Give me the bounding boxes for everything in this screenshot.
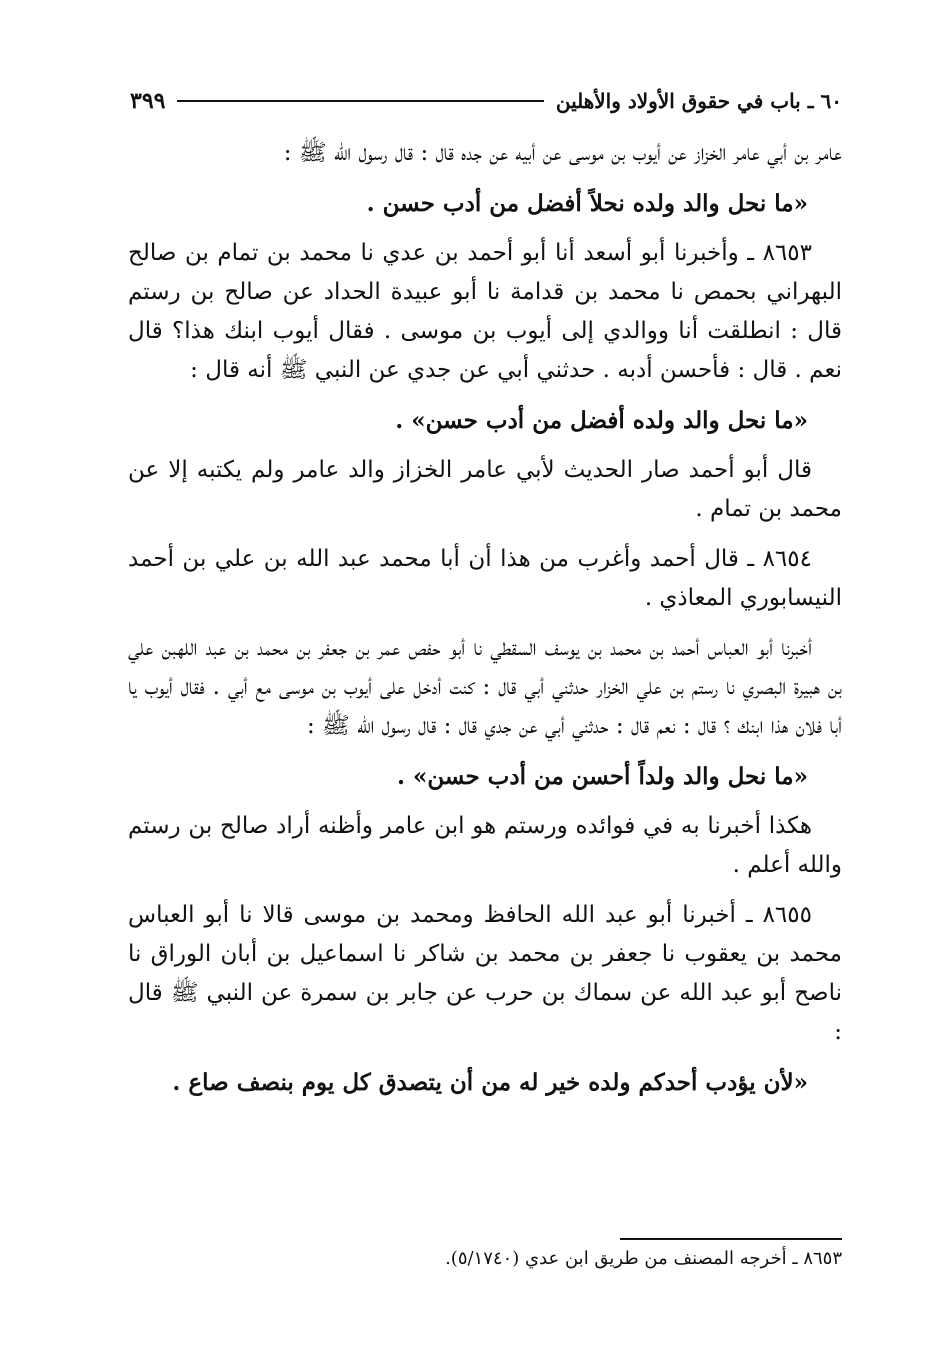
paragraph: هكذا أخبرنا به في فوائده ورستم هو ابن عامر وأظنه أراد صالح بن رستم والله أعلم . [128,813,842,878]
footnote-rule [620,1238,842,1240]
chapter-title: ٦٠ ـ باب في حقوق الأولاد والأهلين [555,89,842,113]
paragraph: عامر بن أبي عامر الخزاز عن أيوب بن موسى عن أبيه عن جده قال : قال رسول الله ﷺ : [283,140,842,166]
hadith-quote: «ما نحل والد ولده نحلاً أفضل من أدب حسن . [366,190,808,217]
paragraph: ٨٦٥٥ ـ أخبرنا أبو عبد الله الحافظ ومحمد بن موسى قالا نا أبو العباس محمد بن يعقوب نا جعفر بن محمد بن شاكر نا اسماعيل بن أبان الوراق نا ناصح أبو عبد الله عن سماك بن حرب عن جابر بن سمرة عن النبي ﷺ قال : [128,902,842,1045]
hadith-quote: «ما نحل والد ولداً أحسن من أدب حسن» . [397,763,808,790]
paragraph: ٨٦٥٣ ـ وأخبرنا أبو أسعد أنا أبو أحمد بن عدي نا محمد بن تمام بن صالح البهراني بحمص نا محمد بن قدامة نا أبو عبيدة الحداد عن صالح بن رستم قال : انطلقت أنا ووالدي إلى أيوب بن موسى . فقال أيوب ابنك هذا؟ قال نعم . قال : فأحسن أدبه . حدثني أبي عن جدي عن النبي ﷺ أنه قال : [128,240,842,383]
paragraph: أخبرنا أبو العباس أحمد بن محمد بن يوسف السقطي نا أبو حفص عمر بن جعفر بن محمد بن عبد اللهبن علي بن هبيرة البصري نا رستم بن علي الخزار حدثني أبي قال : كنت أدخل على أيوب بن موسى مع أبي . فقال أيوب يا أبا فلان هذا ابنك ؟ قال : نعم قال : حدثني أبي عن جدي قال : قال رسول الله ﷺ : [128,635,842,739]
hadith-quote: «لأن يؤدب أحدكم ولده خير له من أن يتصدق كل يوم بنصف صاع . [172,1069,808,1096]
hadith-quote: «ما نحل والد ولده أفضل من أدب حسن» . [395,407,808,434]
paragraph: ٨٦٥٤ ـ قال أحمد وأغرب من هذا أن أبا محمد عبد الله بن علي بن أحمد النيسابوري المعاذي . [128,546,842,611]
page-number: ٣٩٩ [130,88,166,114]
running-header [130,84,842,118]
footnote: ٨٦٥٣ ـ أخرجه المصنف من طريق ابن عدي (٥/١٧٤٠). [445,1248,842,1269]
paragraph: قال أبو أحمد صار الحديث لأبي عامر الخزاز والد عامر ولم يكتبه إلا عن محمد بن تمام . [128,457,842,522]
header-rule [177,100,543,102]
page-body [128,134,842,1113]
